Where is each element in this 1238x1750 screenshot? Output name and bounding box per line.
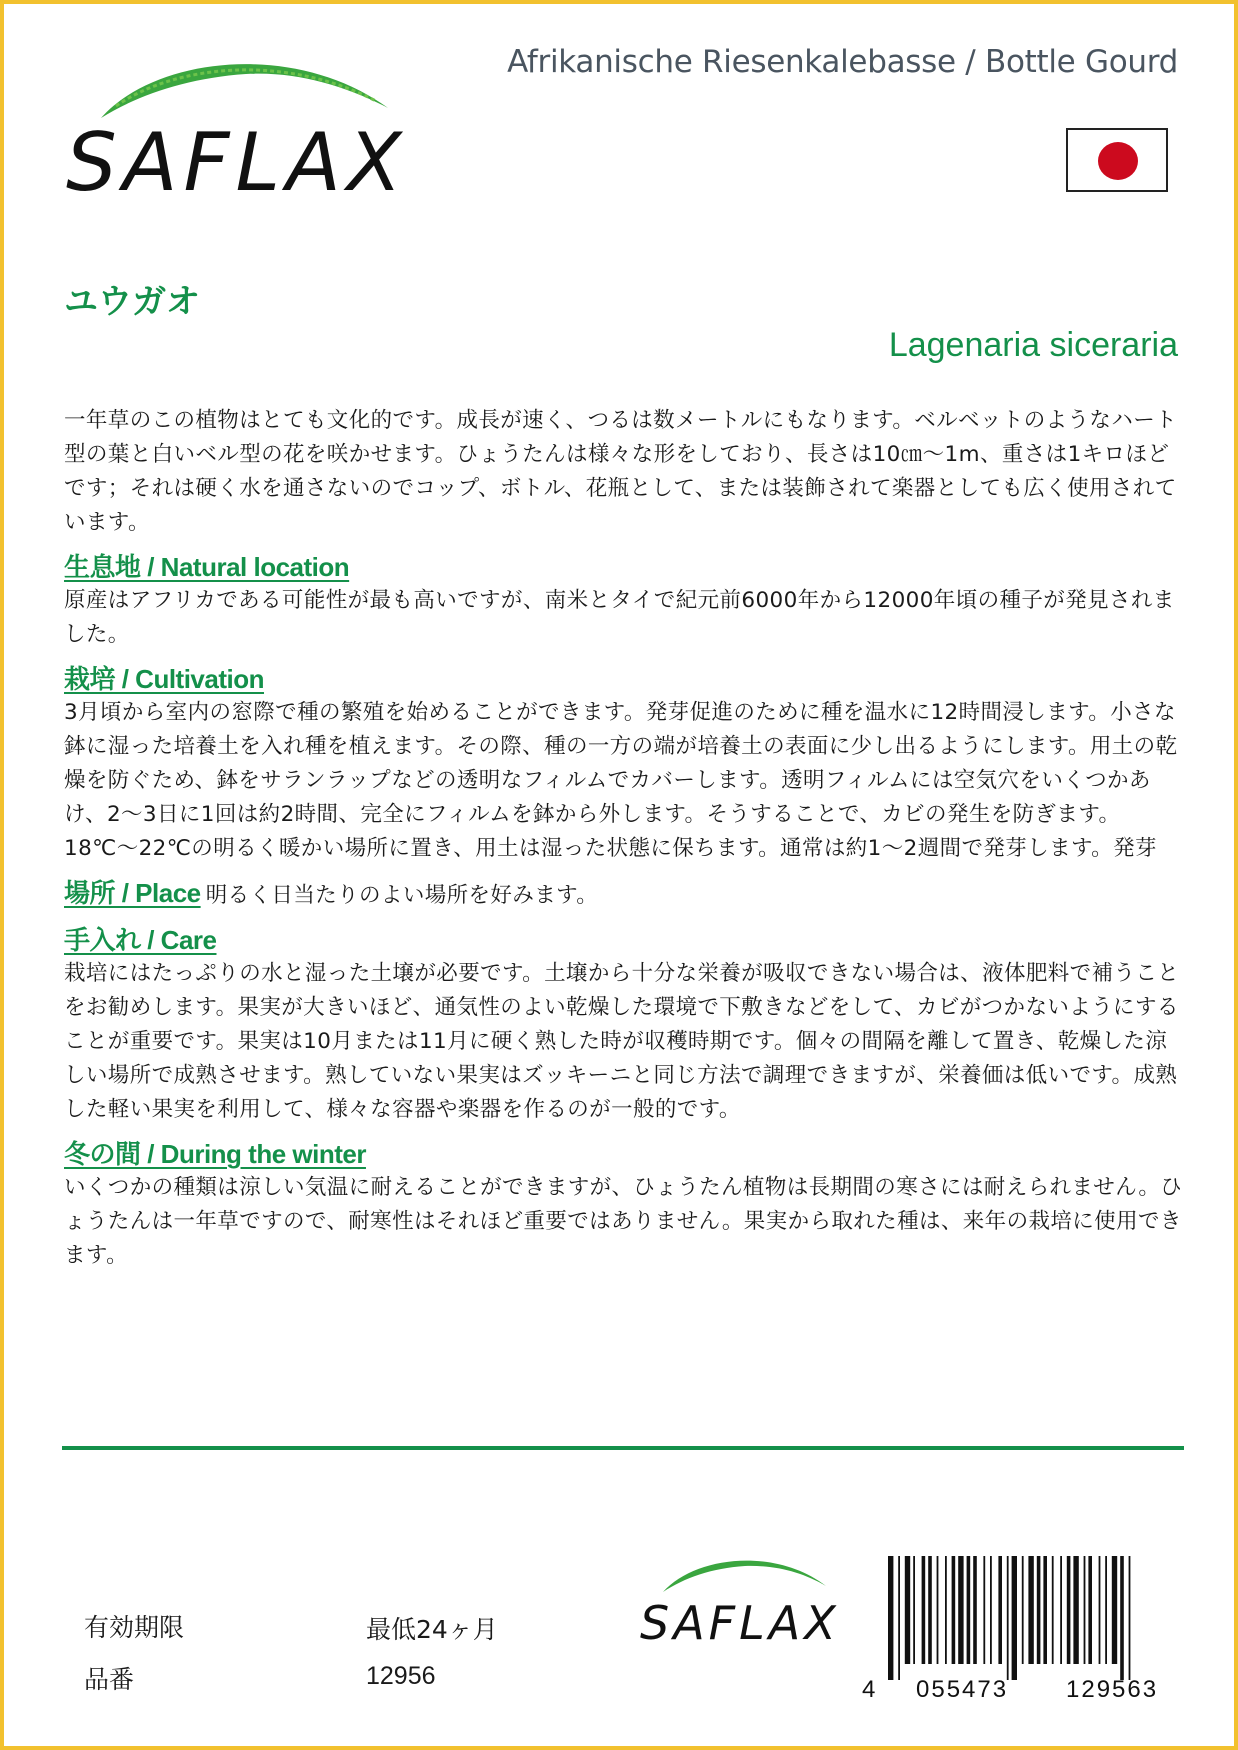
cultivation-text: 3月頃から室内の窓際で種の繁殖を始めることができます。発芽促進のために種を温水に12時間浸します。小さな鉢に湿った培養土を入れ種を植えます。その際、種の一方の端が培養土の表面に少し出るようにします。用土の乾燥を防ぐため、鉢をサランラップなどの透明なフィルムでカバーします。透明フィルムには空気穴をいくつかあけ、2～3日に1回は約2時間、完全にフィルムを鉢から外します。そうすることで、カビの発生を防ぎます。18℃〜22℃の明るく暖かい場所に置き、用土は湿った状態に保ちます。通常は約1～2週間で発芽します。発芽 bbox=[64, 700, 1178, 861]
place-row bbox=[64, 876, 1184, 913]
expiry-label: 有効期限 bbox=[84, 1613, 185, 1642]
barcode-icon bbox=[882, 1556, 1186, 1680]
natural-location-text: 原産はアフリカである可能性が最も高いですが、南米とタイで紀元前6000年から12000年頃の種子が発見されました。 bbox=[64, 588, 1175, 647]
item-number-label: 品番 bbox=[84, 1665, 135, 1694]
heading-natural-location: 生息地 / Natural location bbox=[64, 552, 350, 582]
heading-cultivation: 栽培 / Cultivation bbox=[64, 664, 265, 694]
leaf-arc-icon bbox=[96, 46, 396, 126]
divider-line bbox=[62, 1446, 1184, 1450]
japan-flag-icon bbox=[1066, 128, 1168, 192]
heading-place: 場所 / Place bbox=[64, 878, 201, 908]
place-text: 明るく日当たりのよい場所を好みます。 bbox=[205, 883, 599, 908]
winter-text: いくつかの種類は涼しい気温に耐えることができますが、ひょうたん植物は長期間の寒さには耐えられません。ひょうたんは一年草ですので、耐寒性はそれほど重要ではありません。果実から取れた種は、来年の栽培に使用できます。 bbox=[64, 1175, 1183, 1268]
brand-wordmark-small: SAFLAX bbox=[640, 1596, 840, 1650]
japanese-name: ユウガオ bbox=[64, 282, 200, 322]
intro-text: 一年草のこの植物はとても文化的です。成長が速く、つるは数メートルにもなります。ベルベットのようなハート型の葉と白いベル型の花を咲かせます。ひょうたんは様々な形をしており、長さは10㎝～1m、重さは1キロほどです；それは硬く水を通さないのでコップ、ボトル、花瓶として、または装飾されて楽器としても広く使用されています。 bbox=[64, 408, 1178, 535]
latin-name: Lagenaria siceraria bbox=[888, 326, 1178, 364]
barcode-left-digits: 055473 bbox=[916, 1676, 1009, 1703]
barcode-lead-digit: 4 bbox=[862, 1676, 876, 1703]
item-number-value: 12956 bbox=[366, 1662, 436, 1690]
barcode-right-digits: 129563 bbox=[1066, 1676, 1159, 1703]
leaf-arc-small-icon bbox=[660, 1550, 830, 1596]
heading-winter: 冬の間 / During the winter bbox=[64, 1139, 366, 1169]
brand-wordmark: SAFLAX bbox=[66, 116, 408, 209]
expiry-value: 最低24ヶ月 bbox=[366, 1615, 498, 1644]
care-text: 栽培にはたっぷりの水と湿った土壌が必要です。土壌から十分な栄養が吸収できない場合は、液体肥料で補うことをお勧めします。果実が大きいほど、通気性のよい乾燥した環境で下敷きなどをして、カビがつかないようにすることが重要です。果実は10月または11月に硬く熟した時が収穫時期です。個々の間隔を離して置き、乾燥した涼しい場所で成熟させます。熟していない果実はズッキーニと同じ方法で調理できますが、栄養価は低いです。成熟した軽い果実を利用して、様々な容器や楽器を作るのが一般的です。 bbox=[64, 961, 1180, 1122]
flag-disc bbox=[1098, 142, 1138, 180]
product-title: Afrikanische Riesenkalebasse / Bottle Gourd bbox=[507, 44, 1178, 80]
heading-care: 手入れ / Care bbox=[64, 925, 217, 955]
description-body bbox=[64, 404, 1184, 1273]
